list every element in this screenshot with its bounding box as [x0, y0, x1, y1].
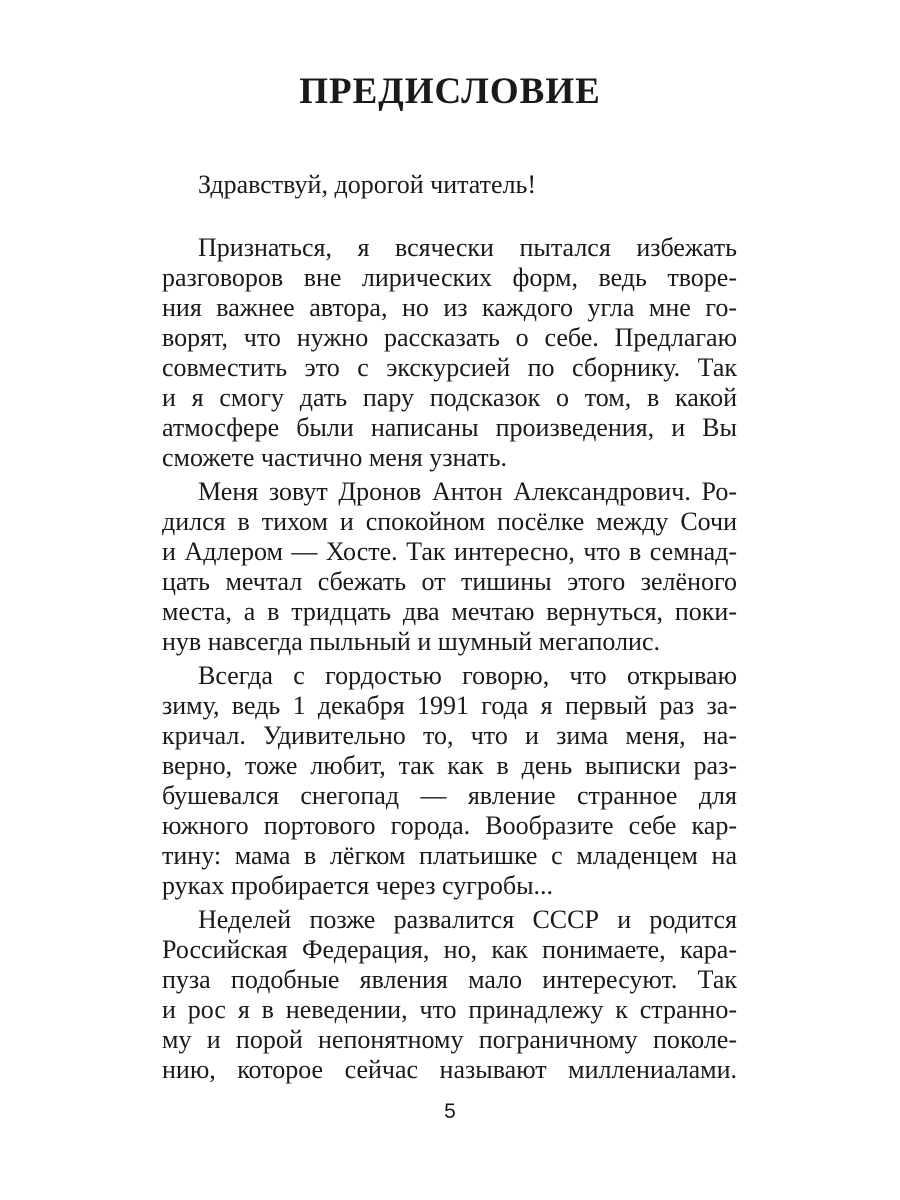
paragraph-3	[162, 661, 737, 901]
page-number: 5	[444, 1100, 456, 1123]
text-line: нию, которое сейчас называют миллениалами.	[162, 1055, 737, 1084]
text-line: разговоров вне лирических форм, ведь творе-	[162, 263, 737, 292]
text-line: ния важнее автора, но из каждого угла мне го-	[162, 293, 737, 322]
text-line: му и порой непонятному пограничному поколе-	[162, 1025, 737, 1054]
text-line: руках пробирается через сугробы...	[162, 871, 554, 900]
text-line: и рос я в неведении, что принадлежу к странно-	[162, 995, 737, 1024]
text-line: Признаться, я всячески пытался избежать	[198, 233, 737, 262]
page-title: ПРЕДИСЛОВИЕ	[299, 71, 601, 112]
text-line: зиму, ведь 1 декабря 1991 года я первый раз за-	[162, 691, 737, 720]
text-line: дился в тихом и спокойном посёлке между Сочи	[162, 507, 737, 536]
text-line: Российская Федерация, но, как понимаете, кара-	[162, 935, 737, 964]
body-text	[162, 170, 737, 1085]
text-line: совместить это с экскурсией по сборнику. Так	[162, 353, 737, 382]
text-line: пуза подобные явления мало интересуют. Так	[162, 965, 737, 994]
paragraph-1	[162, 233, 737, 473]
text-line: и я смогу дать пару подсказок о том, в какой	[162, 383, 737, 412]
text-line: атмосфере были написаны произведения, и Вы	[162, 413, 737, 442]
text-line: места, а в тридцать два мечтаю вернуться, поки-	[162, 597, 737, 626]
paragraph-2	[162, 477, 737, 657]
text-line: Всегда с гордостью говорю, что открываю	[198, 661, 737, 690]
paragraph-gap	[162, 200, 737, 233]
paragraph-4	[162, 905, 737, 1085]
text-line: верно, тоже любит, так как в день выписки раз-	[162, 751, 737, 780]
text-line: и Адлером — Хосте. Так интересно, что в семнад-	[162, 537, 737, 566]
text-line: Меня зовут Дронов Антон Александрович. Ро-	[198, 477, 737, 506]
text-line: тину: мама в лёгком платьишке с младенцем на	[162, 841, 737, 870]
text-line: кричал. Удивительно то, что и зима меня, на-	[162, 721, 737, 750]
text-line: южного портового города. Вообразите себе кар-	[162, 811, 737, 840]
text-line: цать мечтал сбежать от тишины этого зелёного	[162, 567, 737, 596]
text-line: ворят, что нужно рассказать о себе. Предлагаю	[162, 323, 737, 352]
text-line: бушевался снегопад — явление странное для	[162, 781, 737, 810]
text-line: сможете частично меня узнать.	[162, 443, 507, 472]
greeting-line: Здравствуй, дорогой читатель!	[198, 170, 537, 199]
text-line: Неделей позже развалится СССР и родится	[198, 905, 737, 934]
text-line: нув навсегда пыльный и шумный мегаполис.	[162, 627, 661, 656]
